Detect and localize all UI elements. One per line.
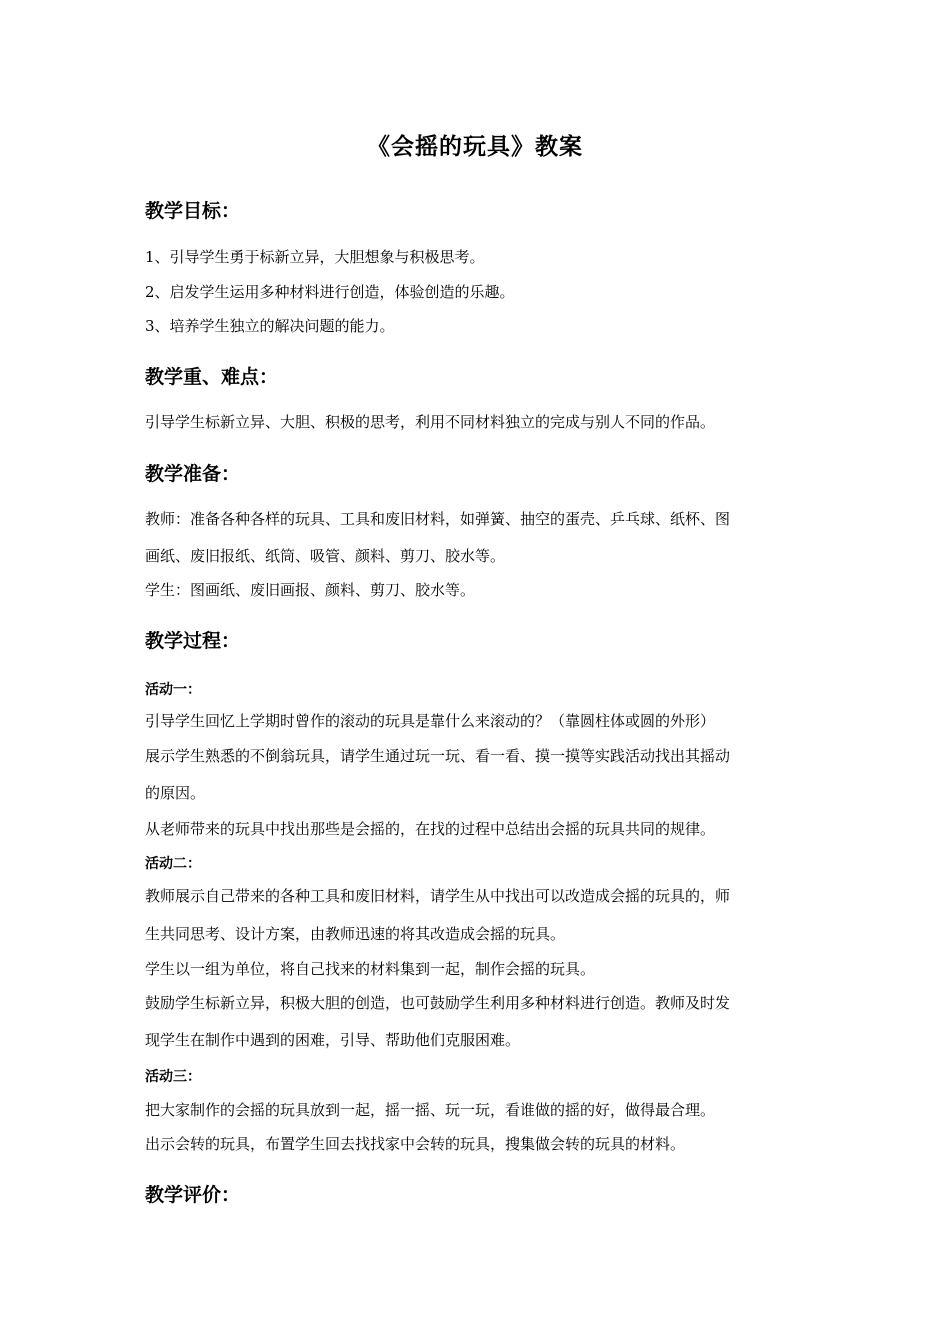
goal-item-1: 1、引导学生勇于标新立异，大胆想象与积极思考。 [145,248,485,266]
activity-1-line4: 从老师带来的玩具中找出那些是会摇的，在找的过程中总结出会摇的玩具共同的规律。 [145,820,716,838]
heading-preparation: 教学准备： [145,463,241,485]
goal-item-2: 2、启发学生运用多种材料进行创造，体验创造的乐趣。 [145,283,515,301]
goal-item-3: 3、培养学生独立的解决问题的能力。 [145,317,395,335]
key-points-text: 引导学生标新立异、大胆、积极的思考，利用不同材料独立的完成与别人不同的作品。 [145,413,716,431]
heading-goals: 教学目标： [145,200,241,222]
activity-2-line2: 生共同思考、设计方案，由教师迅速的将其改造成会摇的玩具。 [145,925,566,943]
activity-3-line1: 把大家制作的会摇的玩具放到一起，摇一摇、玩一玩，看谁做的摇的好，做得最合理。 [145,1101,716,1119]
preparation-teacher-line1: 教师：准备各种各样的玩具、工具和废旧材料，如弹簧、抽空的蛋壳、乒乓球、纸杯、图 [145,510,731,528]
activity-1-line1: 引导学生回忆上学期时曾作的滚动的玩具是靠什么来滚动的？（靠圆柱体或圆的外形） [145,712,716,730]
activity-3-line2: 出示会转的玩具，布置学生回去找找家中会转的玩具，搜集做会转的玩具的材料。 [145,1135,686,1153]
activity-2-line4: 鼓励学生标新立异，积极大胆的创造，也可鼓励学生利用多种材料进行创造。教师及时发 [145,994,731,1012]
heading-evaluation: 教学评价： [145,1184,241,1206]
activity-1-label: 活动一： [145,682,201,698]
activity-3-label: 活动三： [145,1069,201,1085]
document-title: 《会摇的玩具》教案 [367,133,583,160]
heading-key-points: 教学重、难点： [145,366,279,388]
activity-2-line1: 教师展示自己带来的各种工具和废旧材料，请学生从中找出可以改造成会摇的玩具的，师 [145,887,731,905]
activity-2-line3: 学生以一组为单位，将自己找来的材料集到一起，制作会摇的玩具。 [145,960,596,978]
activity-2-label: 活动二： [145,856,201,872]
preparation-teacher-line2: 画纸、废旧报纸、纸筒、吸管、颜料、剪刀、胶水等。 [145,547,506,565]
activity-2-line5: 现学生在制作中遇到的困难，引导、帮助他们克服困难。 [145,1031,521,1049]
activity-1-line3: 的原因。 [145,784,206,802]
activity-1-line2: 展示学生熟悉的不倒翁玩具，请学生通过玩一玩、看一看、摸一摸等实践活动找出其摇动 [145,747,731,765]
preparation-student: 学生：图画纸、废旧画报、颜料、剪刀、胶水等。 [145,581,476,599]
heading-process: 教学过程： [145,630,241,652]
